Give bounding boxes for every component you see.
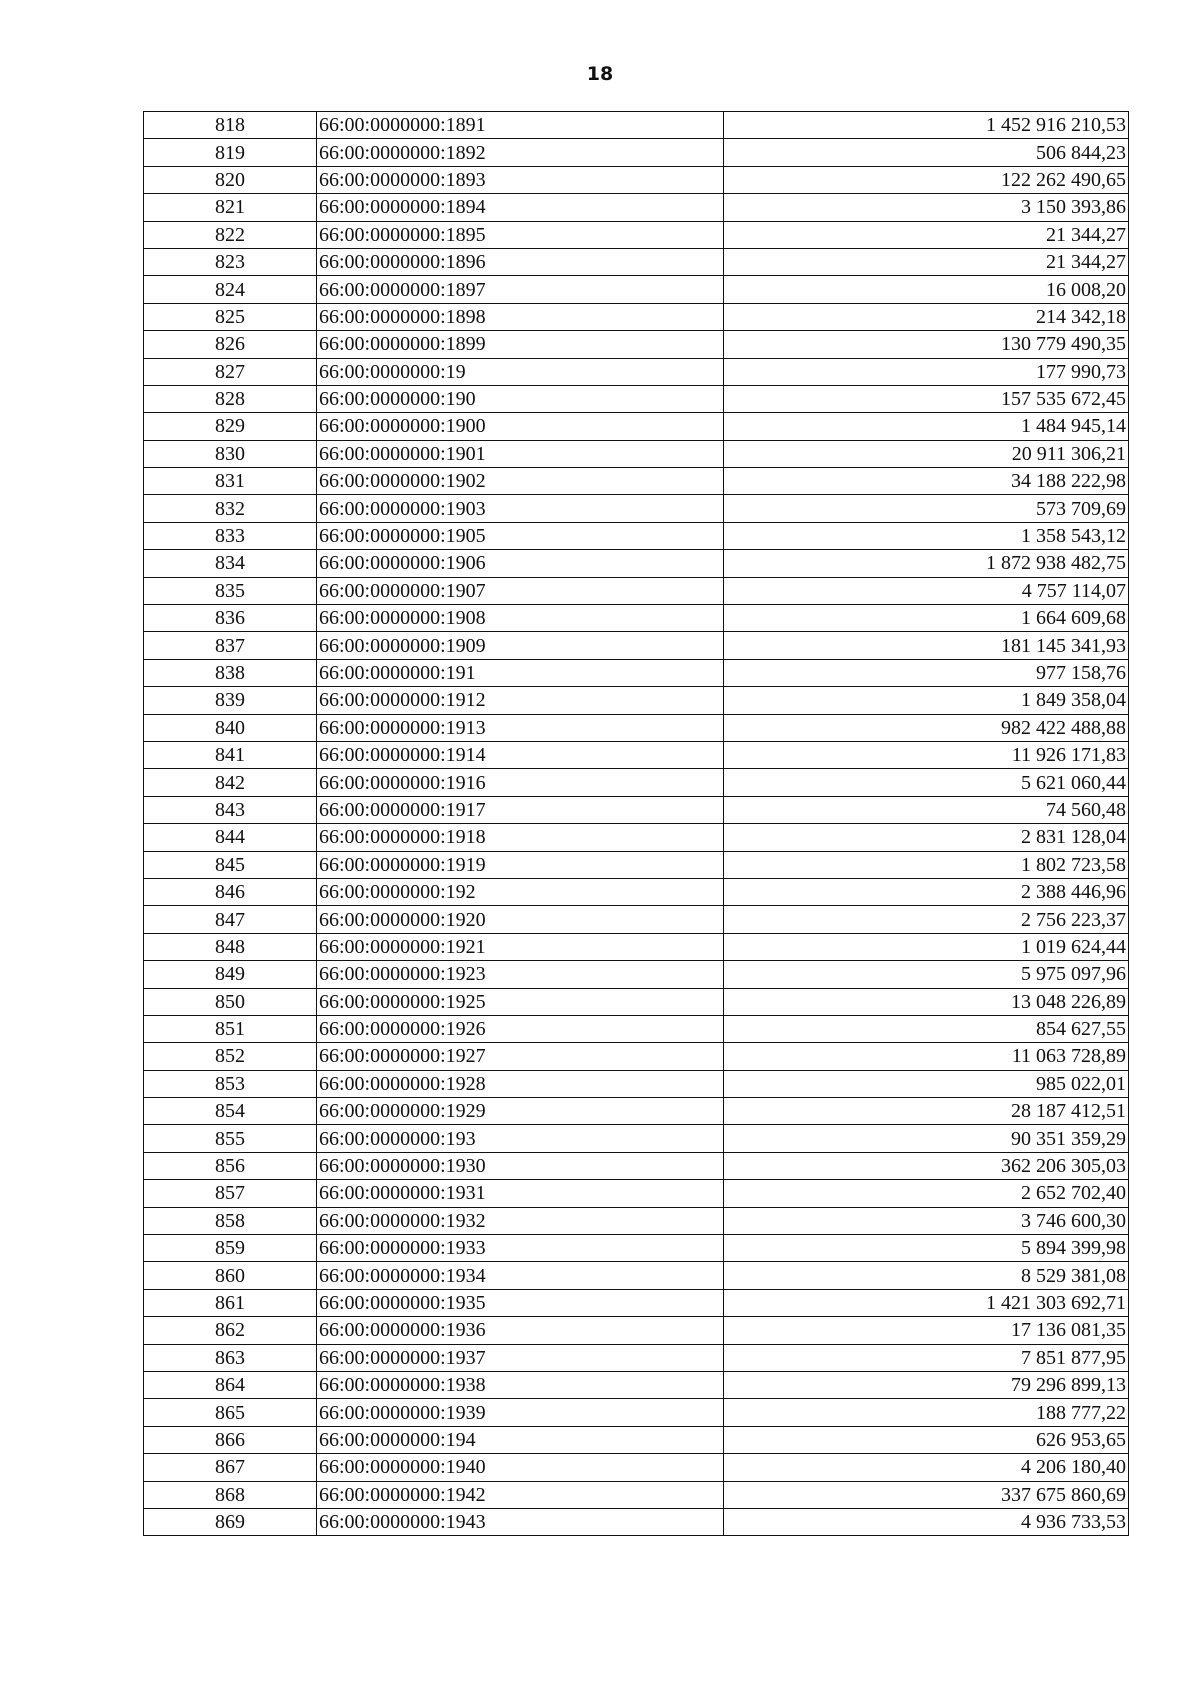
row-number-cell: 823 — [144, 248, 317, 275]
cadastral-number-cell: 66:00:0000000:1907 — [317, 577, 724, 604]
row-number-cell: 846 — [144, 878, 317, 905]
row-number-cell: 869 — [144, 1508, 317, 1535]
cadastral-number-cell: 66:00:0000000:19 — [317, 358, 724, 385]
cadastral-value-cell: 34 188 222,98 — [724, 468, 1129, 495]
cadastral-value-cell: 626 953,65 — [724, 1426, 1129, 1453]
cadastral-value-cell: 985 022,01 — [724, 1070, 1129, 1097]
row-number-cell: 834 — [144, 550, 317, 577]
row-number-cell: 821 — [144, 194, 317, 221]
table-row — [144, 1180, 1129, 1207]
table-row — [144, 605, 1129, 632]
cadastral-value-cell: 181 145 341,93 — [724, 632, 1129, 659]
table-row — [144, 659, 1129, 686]
row-number-cell: 858 — [144, 1207, 317, 1234]
cadastral-value-cell: 2 831 128,04 — [724, 824, 1129, 851]
cadastral-value-cell: 506 844,23 — [724, 139, 1129, 166]
cadastral-value-cell: 4 936 733,53 — [724, 1508, 1129, 1535]
cadastral-number-cell: 66:00:0000000:1934 — [317, 1262, 724, 1289]
table-row — [144, 1481, 1129, 1508]
row-number-cell: 822 — [144, 221, 317, 248]
cadastral-value-cell: 2 756 223,37 — [724, 906, 1129, 933]
cadastral-value-cell: 90 351 359,29 — [724, 1125, 1129, 1152]
cadastral-number-cell: 66:00:0000000:1938 — [317, 1371, 724, 1398]
table-row — [144, 769, 1129, 796]
row-number-cell: 862 — [144, 1317, 317, 1344]
table-row — [144, 166, 1129, 193]
cadastral-number-cell: 66:00:0000000:1903 — [317, 495, 724, 522]
row-number-cell: 861 — [144, 1289, 317, 1316]
row-number-cell: 849 — [144, 961, 317, 988]
row-number-cell: 828 — [144, 385, 317, 412]
row-number-cell: 824 — [144, 276, 317, 303]
cadastral-value-cell: 5 894 399,98 — [724, 1235, 1129, 1262]
row-number-cell: 837 — [144, 632, 317, 659]
cadastral-number-cell: 66:00:0000000:1900 — [317, 413, 724, 440]
cadastral-number-cell: 66:00:0000000:1937 — [317, 1344, 724, 1371]
row-number-cell: 852 — [144, 1043, 317, 1070]
cadastral-value-cell: 79 296 899,13 — [724, 1371, 1129, 1398]
cadastral-number-cell: 66:00:0000000:1896 — [317, 248, 724, 275]
cadastral-number-cell: 66:00:0000000:1902 — [317, 468, 724, 495]
cadastral-number-cell: 66:00:0000000:1943 — [317, 1508, 724, 1535]
table-row — [144, 413, 1129, 440]
cadastral-value-cell: 977 158,76 — [724, 659, 1129, 686]
row-number-cell: 838 — [144, 659, 317, 686]
cadastral-value-cell: 122 262 490,65 — [724, 166, 1129, 193]
cadastral-value-cell: 1 664 609,68 — [724, 605, 1129, 632]
cadastral-value-cell: 11 926 171,83 — [724, 741, 1129, 768]
cadastral-value-cell: 20 911 306,21 — [724, 440, 1129, 467]
table-row — [144, 1508, 1129, 1535]
row-number-cell: 832 — [144, 495, 317, 522]
cadastral-value-cell: 16 008,20 — [724, 276, 1129, 303]
table-row — [144, 632, 1129, 659]
cadastral-value-cell: 214 342,18 — [724, 303, 1129, 330]
table-row — [144, 824, 1129, 851]
cadastral-number-cell: 66:00:0000000:1909 — [317, 632, 724, 659]
cadastral-number-cell: 66:00:0000000:194 — [317, 1426, 724, 1453]
cadastral-number-cell: 66:00:0000000:193 — [317, 1125, 724, 1152]
table-row — [144, 276, 1129, 303]
cadastral-number-cell: 66:00:0000000:192 — [317, 878, 724, 905]
row-number-cell: 826 — [144, 331, 317, 358]
table-row — [144, 385, 1129, 412]
table-row — [144, 1098, 1129, 1125]
table-row — [144, 1289, 1129, 1316]
table-row — [144, 1125, 1129, 1152]
row-number-cell: 833 — [144, 522, 317, 549]
table-row — [144, 796, 1129, 823]
cadastral-value-cell: 854 627,55 — [724, 1015, 1129, 1042]
table-row — [144, 851, 1129, 878]
cadastral-number-cell: 66:00:0000000:1913 — [317, 714, 724, 741]
cadastral-value-cell: 2 388 446,96 — [724, 878, 1129, 905]
cadastral-number-cell: 66:00:0000000:1940 — [317, 1454, 724, 1481]
table-body — [144, 112, 1129, 1536]
row-number-cell: 839 — [144, 687, 317, 714]
row-number-cell: 836 — [144, 605, 317, 632]
row-number-cell: 831 — [144, 468, 317, 495]
cadastral-number-cell: 66:00:0000000:1892 — [317, 139, 724, 166]
cadastral-value-cell: 8 529 381,08 — [724, 1262, 1129, 1289]
table-row — [144, 1454, 1129, 1481]
cadastral-number-cell: 66:00:0000000:1920 — [317, 906, 724, 933]
cadastral-number-cell: 66:00:0000000:1935 — [317, 1289, 724, 1316]
row-number-cell: 843 — [144, 796, 317, 823]
row-number-cell: 854 — [144, 1098, 317, 1125]
cadastral-number-cell: 66:00:0000000:1942 — [317, 1481, 724, 1508]
table-row — [144, 303, 1129, 330]
cadastral-value-cell: 7 851 877,95 — [724, 1344, 1129, 1371]
cadastral-number-cell: 66:00:0000000:190 — [317, 385, 724, 412]
row-number-cell: 865 — [144, 1399, 317, 1426]
cadastral-number-cell: 66:00:0000000:1894 — [317, 194, 724, 221]
cadastral-value-cell: 982 422 488,88 — [724, 714, 1129, 741]
table-row — [144, 194, 1129, 221]
cadastral-number-cell: 66:00:0000000:1925 — [317, 988, 724, 1015]
table-row — [144, 988, 1129, 1015]
cadastral-number-cell: 66:00:0000000:1931 — [317, 1180, 724, 1207]
cadastral-number-cell: 66:00:0000000:1919 — [317, 851, 724, 878]
cadastral-number-cell: 66:00:0000000:1905 — [317, 522, 724, 549]
cadastral-number-cell: 66:00:0000000:1897 — [317, 276, 724, 303]
table-row — [144, 495, 1129, 522]
cadastral-value-cell: 3 746 600,30 — [724, 1207, 1129, 1234]
row-number-cell: 847 — [144, 906, 317, 933]
cadastral-number-cell: 66:00:0000000:191 — [317, 659, 724, 686]
cadastral-number-cell: 66:00:0000000:1914 — [317, 741, 724, 768]
table-row — [144, 1235, 1129, 1262]
row-number-cell: 827 — [144, 358, 317, 385]
cadastral-number-cell: 66:00:0000000:1933 — [317, 1235, 724, 1262]
row-number-cell: 835 — [144, 577, 317, 604]
cadastral-number-cell: 66:00:0000000:1917 — [317, 796, 724, 823]
cadastral-number-cell: 66:00:0000000:1926 — [317, 1015, 724, 1042]
table-row — [144, 714, 1129, 741]
row-number-cell: 850 — [144, 988, 317, 1015]
row-number-cell: 844 — [144, 824, 317, 851]
table-row — [144, 1399, 1129, 1426]
table-row — [144, 468, 1129, 495]
table-row — [144, 577, 1129, 604]
cadastral-value-cell: 1 019 624,44 — [724, 933, 1129, 960]
table-row — [144, 878, 1129, 905]
cadastral-number-cell: 66:00:0000000:1921 — [317, 933, 724, 960]
cadastral-number-cell: 66:00:0000000:1906 — [317, 550, 724, 577]
page-number: 18 — [586, 63, 614, 85]
table-row — [144, 331, 1129, 358]
row-number-cell: 819 — [144, 139, 317, 166]
row-number-cell: 864 — [144, 1371, 317, 1398]
row-number-cell: 841 — [144, 741, 317, 768]
row-number-cell: 825 — [144, 303, 317, 330]
cadastral-value-cell: 3 150 393,86 — [724, 194, 1129, 221]
cadastral-value-cell: 13 048 226,89 — [724, 988, 1129, 1015]
cadastral-number-cell: 66:00:0000000:1918 — [317, 824, 724, 851]
cadastral-value-cell: 4 206 180,40 — [724, 1454, 1129, 1481]
table-row — [144, 1426, 1129, 1453]
cadastral-value-cell: 5 975 097,96 — [724, 961, 1129, 988]
row-number-cell: 860 — [144, 1262, 317, 1289]
row-number-cell: 867 — [144, 1454, 317, 1481]
cadastral-value-cell: 1 484 945,14 — [724, 413, 1129, 440]
table-row — [144, 440, 1129, 467]
row-number-cell: 848 — [144, 933, 317, 960]
table-row — [144, 906, 1129, 933]
table-row — [144, 1043, 1129, 1070]
cadastral-value-cell: 362 206 305,03 — [724, 1152, 1129, 1179]
row-number-cell: 863 — [144, 1344, 317, 1371]
table-row — [144, 248, 1129, 275]
cadastral-number-cell: 66:00:0000000:1901 — [317, 440, 724, 467]
cadastral-number-cell: 66:00:0000000:1928 — [317, 1070, 724, 1097]
cadastral-value-cell: 4 757 114,07 — [724, 577, 1129, 604]
table-row — [144, 1371, 1129, 1398]
cadastral-value-cell: 1 872 938 482,75 — [724, 550, 1129, 577]
cadastral-value-cell: 5 621 060,44 — [724, 769, 1129, 796]
cadastral-value-cell: 21 344,27 — [724, 221, 1129, 248]
cadastral-value-cell: 1 358 543,12 — [724, 522, 1129, 549]
cadastral-value-cell: 337 675 860,69 — [724, 1481, 1129, 1508]
row-number-cell: 842 — [144, 769, 317, 796]
cadastral-value-cell: 1 452 916 210,53 — [724, 112, 1129, 139]
cadastral-value-cell: 2 652 702,40 — [724, 1180, 1129, 1207]
cadastral-number-cell: 66:00:0000000:1936 — [317, 1317, 724, 1344]
table-row — [144, 1344, 1129, 1371]
cadastral-number-cell: 66:00:0000000:1908 — [317, 605, 724, 632]
row-number-cell: 857 — [144, 1180, 317, 1207]
row-number-cell: 830 — [144, 440, 317, 467]
cadastral-value-cell: 157 535 672,45 — [724, 385, 1129, 412]
row-number-cell: 851 — [144, 1015, 317, 1042]
table-row — [144, 221, 1129, 248]
row-number-cell: 859 — [144, 1235, 317, 1262]
cadastral-value-cell: 177 990,73 — [724, 358, 1129, 385]
cadastral-number-cell: 66:00:0000000:1927 — [317, 1043, 724, 1070]
row-number-cell: 840 — [144, 714, 317, 741]
cadastral-number-cell: 66:00:0000000:1891 — [317, 112, 724, 139]
row-number-cell: 845 — [144, 851, 317, 878]
cadastral-number-cell: 66:00:0000000:1923 — [317, 961, 724, 988]
cadastral-number-cell: 66:00:0000000:1899 — [317, 331, 724, 358]
cadastral-value-cell: 1 421 303 692,71 — [724, 1289, 1129, 1316]
table-row — [144, 139, 1129, 166]
cadastral-value-cell: 1 802 723,58 — [724, 851, 1129, 878]
cadastral-number-cell: 66:00:0000000:1932 — [317, 1207, 724, 1234]
row-number-cell: 853 — [144, 1070, 317, 1097]
table-row — [144, 1207, 1129, 1234]
table-row — [144, 687, 1129, 714]
cadastral-number-cell: 66:00:0000000:1929 — [317, 1098, 724, 1125]
cadastral-number-cell: 66:00:0000000:1912 — [317, 687, 724, 714]
cadastral-value-cell: 573 709,69 — [724, 495, 1129, 522]
cadastral-number-cell: 66:00:0000000:1898 — [317, 303, 724, 330]
table-row — [144, 1070, 1129, 1097]
cadastral-value-cell: 188 777,22 — [724, 1399, 1129, 1426]
cadastral-value-cell: 74 560,48 — [724, 796, 1129, 823]
table-row — [144, 1262, 1129, 1289]
cadastral-number-cell: 66:00:0000000:1939 — [317, 1399, 724, 1426]
cadastral-value-cell: 130 779 490,35 — [724, 331, 1129, 358]
row-number-cell: 818 — [144, 112, 317, 139]
cadastral-value-cell: 21 344,27 — [724, 248, 1129, 275]
cadastral-number-cell: 66:00:0000000:1895 — [317, 221, 724, 248]
table-row — [144, 550, 1129, 577]
table-row — [144, 358, 1129, 385]
table-row — [144, 1317, 1129, 1344]
cadastral-value-cell: 17 136 081,35 — [724, 1317, 1129, 1344]
cadastral-value-cell: 11 063 728,89 — [724, 1043, 1129, 1070]
row-number-cell: 855 — [144, 1125, 317, 1152]
table-row — [144, 112, 1129, 139]
cadastral-number-cell: 66:00:0000000:1916 — [317, 769, 724, 796]
table-row — [144, 522, 1129, 549]
table-row — [144, 741, 1129, 768]
cadastral-value-table — [143, 111, 1129, 1536]
table-row — [144, 933, 1129, 960]
row-number-cell: 856 — [144, 1152, 317, 1179]
cadastral-number-cell: 66:00:0000000:1893 — [317, 166, 724, 193]
cadastral-number-cell: 66:00:0000000:1930 — [317, 1152, 724, 1179]
cadastral-value-cell: 28 187 412,51 — [724, 1098, 1129, 1125]
cadastral-value-cell: 1 849 358,04 — [724, 687, 1129, 714]
table-row — [144, 1015, 1129, 1042]
table-row — [144, 1152, 1129, 1179]
table-row — [144, 961, 1129, 988]
row-number-cell: 829 — [144, 413, 317, 440]
row-number-cell: 868 — [144, 1481, 317, 1508]
row-number-cell: 866 — [144, 1426, 317, 1453]
row-number-cell: 820 — [144, 166, 317, 193]
